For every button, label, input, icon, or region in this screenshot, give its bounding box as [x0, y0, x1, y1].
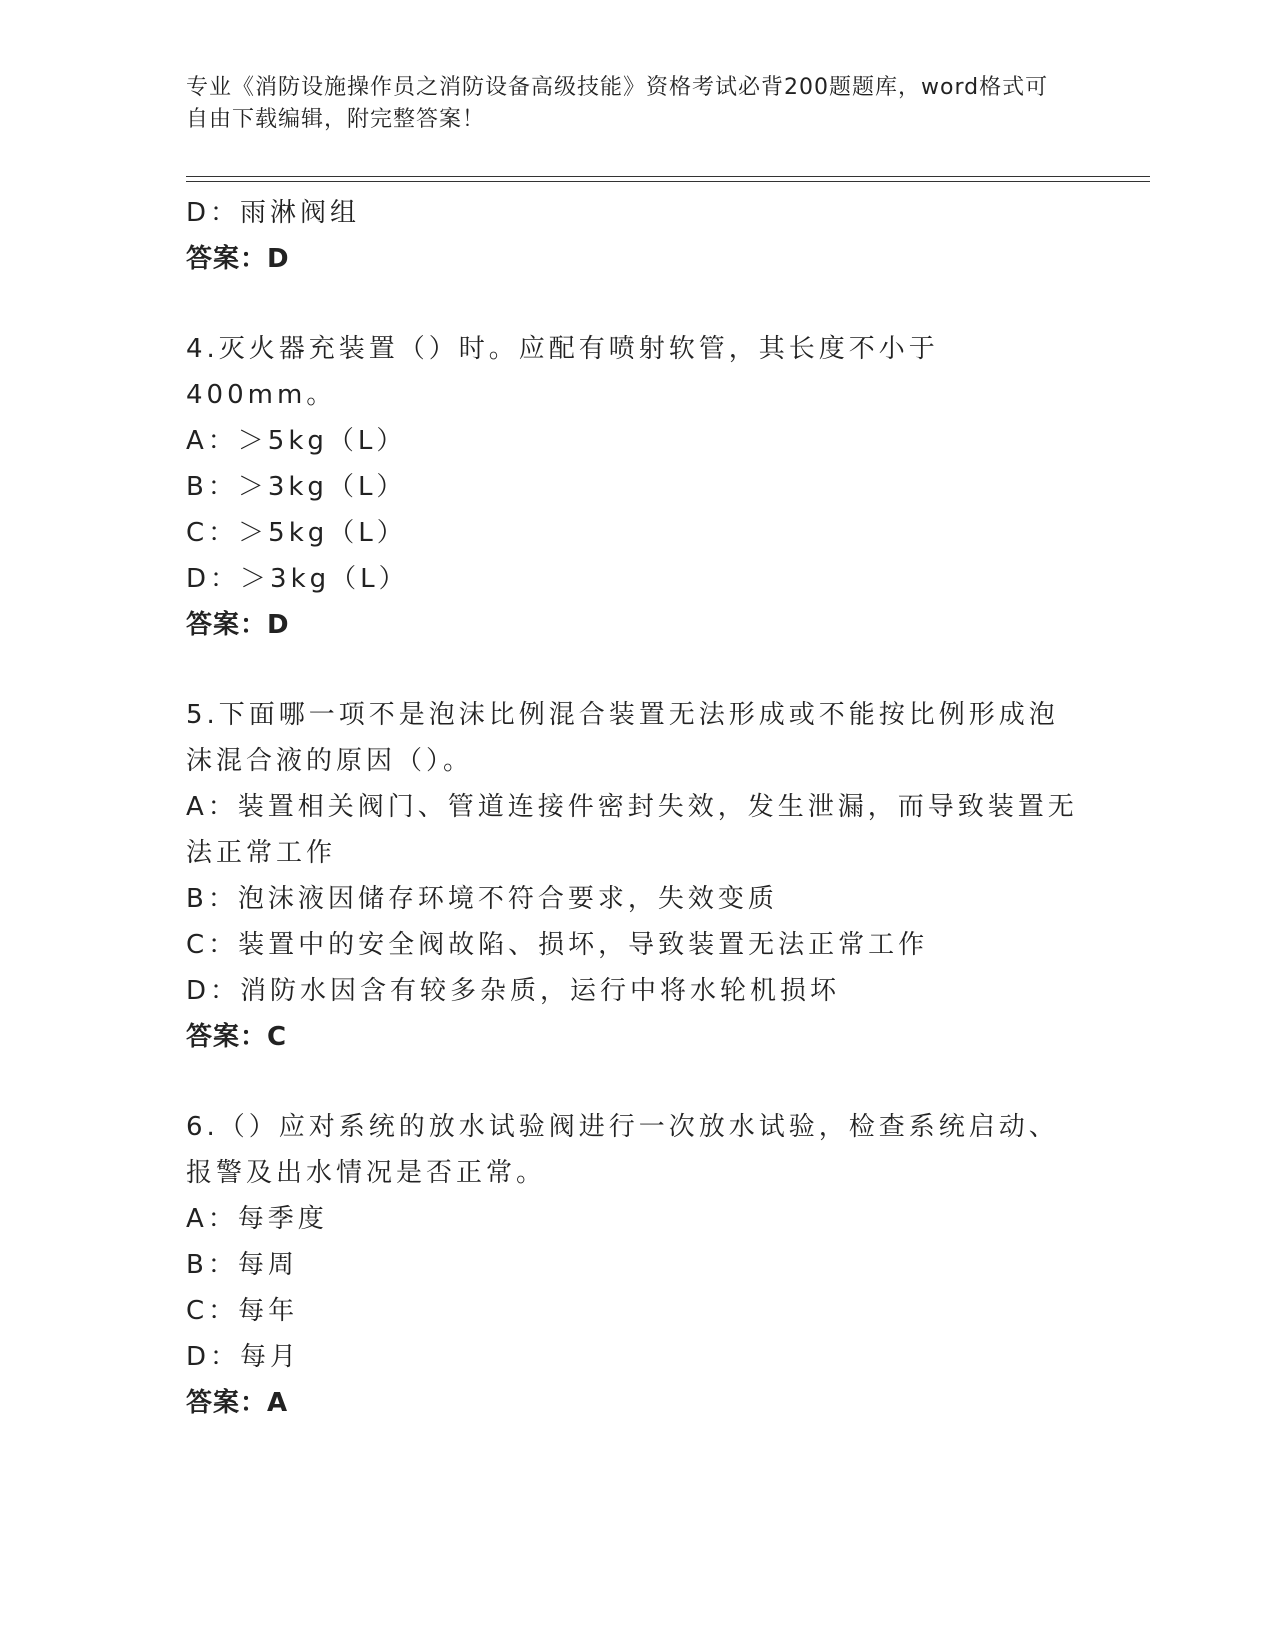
- answer-line: 答案：A: [186, 1388, 289, 1418]
- answer-line: 答案：D: [186, 244, 290, 274]
- answer-line: 答案：C: [186, 1022, 288, 1052]
- question-stem: 4.灭火器充装置（）时。应配有喷射软管，其长度不小于400mm。: [186, 334, 939, 410]
- option-b: B：每周: [186, 1250, 298, 1280]
- option-c: C：装置中的安全阀故陷、损坏，导致装置无法正常工作: [186, 930, 929, 960]
- option-d: D：消防水因含有较多杂质，运行中将水轮机损坏: [186, 976, 841, 1006]
- question-3-tail: [186, 190, 1086, 282]
- option-d: D：＞3kg（L）: [186, 564, 409, 594]
- question-6: [186, 1104, 1086, 1426]
- question-4: [186, 326, 1086, 648]
- header-divider-bottom: [186, 181, 1150, 182]
- option-c: C：＞5kg（L）: [186, 518, 407, 548]
- question-5: [186, 692, 1086, 1060]
- option-d: D：每月: [186, 1342, 301, 1372]
- document-body: [186, 190, 1086, 1426]
- question-stem: 5.下面哪一项不是泡沫比例混合装置无法形成或不能按比例形成泡沫混合液的原因（）。: [186, 700, 1059, 776]
- option-d: D：雨淋阀组: [186, 198, 361, 228]
- question-stem: 6.（）应对系统的放水试验阀进行一次放水试验，检查系统启动、报警及出水情况是否正常。: [186, 1112, 1059, 1188]
- option-c: C：每年: [186, 1296, 299, 1326]
- option-a: A：装置相关阀门、管道连接件密封失效，发生泄漏，而导致装置无法正常工作: [186, 792, 1078, 868]
- option-b: B：泡沫液因储存环境不符合要求，失效变质: [186, 884, 778, 914]
- header-divider-top: [186, 176, 1150, 177]
- option-a: A：每季度: [186, 1204, 328, 1234]
- option-b: B：＞3kg（L）: [186, 472, 407, 502]
- answer-line: 答案：D: [186, 610, 290, 640]
- option-a: A：＞5kg（L）: [186, 426, 407, 456]
- document-header: 专业《消防设施操作员之消防设备高级技能》资格考试必背200题题库，word格式可自由下载编辑，附完整答案！: [186, 75, 1049, 132]
